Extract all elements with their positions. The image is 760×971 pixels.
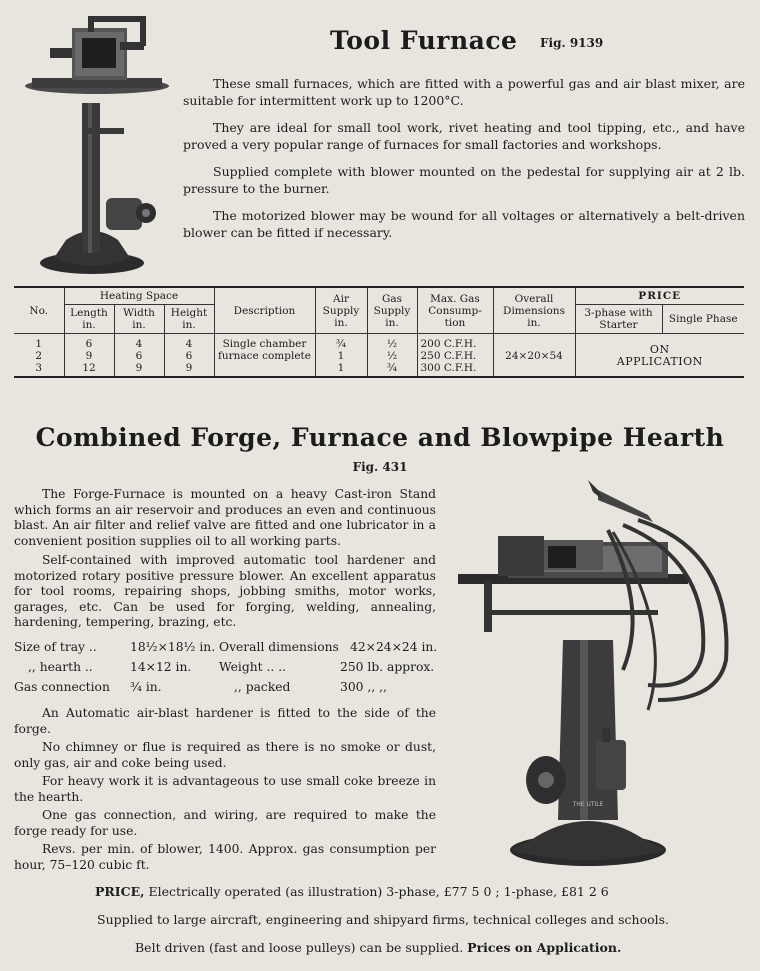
spec-row	[14, 677, 444, 697]
header-gas-supply: Gas Supply in.	[367, 287, 417, 334]
tool-furnace-illustration	[22, 8, 172, 276]
header-max-gas: Max. Gas Consump- tion	[417, 287, 493, 334]
forge-note: An Automatic air-blast hardener is fitted to the side of the forge.	[14, 706, 436, 736]
header-width: Width in.	[114, 305, 164, 334]
header-single-phase: Single Phase	[662, 305, 744, 334]
header-description: Description	[214, 287, 315, 334]
spec-label: Weight .. ..	[219, 660, 287, 674]
tool-furnace-fig: Fig. 9139	[540, 36, 604, 50]
forge-fig: Fig. 431	[352, 460, 408, 474]
cell-no: 1 2 3	[14, 334, 64, 378]
forge-notes	[14, 706, 436, 876]
belt-text: Belt driven (fast and loose pulleys) can be supplied.	[135, 940, 464, 955]
spec-label: Overall dimensions	[219, 640, 339, 654]
forge-para: The Forge-Furnace is mounted on a heavy Cast-iron Stand which forms an air reservoir and produces an even and continuous blast. An air filter and relief valve are fitted and one lubricator in a convenient position supplies oil to all working parts.	[14, 487, 436, 548]
spec-value: ¾ in.	[130, 680, 162, 694]
cell-consumption: 200 C.F.H. 250 C.F.H. 300 C.F.H.	[417, 334, 493, 378]
forge-note: No chimney or flue is required as there is no smoke or dust, only gas, air and coke being used.	[14, 740, 436, 770]
forge-note: For heavy work it is advantageous to use small coke breeze in the hearth.	[14, 774, 436, 804]
spec-value: 250 lb. approx.	[340, 660, 435, 674]
cell-overall: 24×20×54	[493, 334, 575, 378]
forge-para: Self-contained with improved automatic tool hardener and motorized rotary positive pressure blower. An excellent apparatus for tool rooms, repairing shops, jobbing smiths, motor works, garages, etc. Can be used for forging, welding, annealing, hardening, tempering, brazing, etc.	[14, 553, 436, 629]
header-no: No.	[14, 287, 64, 334]
tool-furnace-spec-table	[14, 286, 744, 378]
spec-value: 300 ,, ,,	[340, 680, 387, 694]
table-row	[14, 334, 744, 378]
spec-label: ,, hearth ..	[28, 660, 93, 674]
tool-furnace-title: Tool Furnace	[330, 26, 518, 55]
tool-furnace-para: The motorized blower may be wound for all voltages or alternatively a belt-driven blower can be fitted if necessary.	[183, 208, 745, 240]
header-heating-space: Heating Space	[64, 287, 214, 305]
tool-furnace-para: These small furnaces, which are fitted with a powerful gas and air blast mixer, are suitable for intermittent work up to 1200°C.	[183, 76, 745, 108]
spec-value: 14×12 in.	[130, 660, 192, 674]
tool-furnace-para: They are ideal for small tool work, rivet heating and tool tipping, etc., and have proved a very popular range of furnaces for small factories and workshops.	[183, 120, 745, 152]
forge-price	[95, 884, 609, 899]
spec-row	[14, 657, 444, 677]
supplied-note: Supplied to large aircraft, engineering and shipyard firms, technical colleges and schools.	[97, 912, 670, 927]
cell-length: 6 9 12	[64, 334, 114, 378]
cell-height: 4 6 9	[164, 334, 214, 378]
forge-note: Revs. per min. of blower, 1400. Approx. gas consumption per hour, 75–120 cubic ft.	[14, 842, 436, 872]
cell-width: 4 6 9	[114, 334, 164, 378]
spec-label: ,, packed	[234, 680, 291, 694]
header-overall: Overall Dimensions in.	[493, 287, 575, 334]
header-air-supply: Air Supply in.	[315, 287, 367, 334]
header-three-phase: 3-phase with Starter	[575, 305, 662, 334]
cell-price: ON APPLICATION	[575, 334, 744, 378]
belt-note	[135, 940, 621, 955]
header-price: PRICE	[575, 287, 744, 305]
price-label: PRICE,	[95, 884, 145, 899]
spec-value: 18½×18½ in.	[130, 640, 216, 654]
belt-bold: Prices on Application.	[467, 940, 622, 955]
cell-gas: ½ ½ ¾	[367, 334, 417, 378]
price-text: Electrically operated (as illustration) 3-phase, £77 5 0 ; 1-phase, £81 2 6	[148, 884, 609, 899]
spec-label: Size of tray ..	[14, 640, 97, 654]
spec-row	[14, 637, 444, 657]
tool-furnace-description	[183, 76, 745, 252]
forge-stand-label: THE UTILE	[572, 801, 604, 808]
forge-illustration	[448, 470, 748, 870]
header-height: Height in.	[164, 305, 214, 334]
forge-title: Combined Forge, Furnace and Blowpipe Hearth	[35, 423, 725, 452]
forge-description	[14, 487, 436, 635]
cell-description: Single chamber furnace complete	[214, 334, 315, 378]
header-length: Length in.	[64, 305, 114, 334]
spec-label: Gas connection	[14, 680, 110, 694]
tool-furnace-para: Supplied complete with blower mounted on the pedestal for supplying air at 2 lb. pressure to the burner.	[183, 164, 745, 196]
forge-note: One gas connection, and wiring, are required to make the forge ready for use.	[14, 808, 436, 838]
spec-value: 42×24×24 in.	[350, 640, 438, 654]
forge-specs	[14, 637, 444, 697]
cell-air: ¾ 1 1	[315, 334, 367, 378]
